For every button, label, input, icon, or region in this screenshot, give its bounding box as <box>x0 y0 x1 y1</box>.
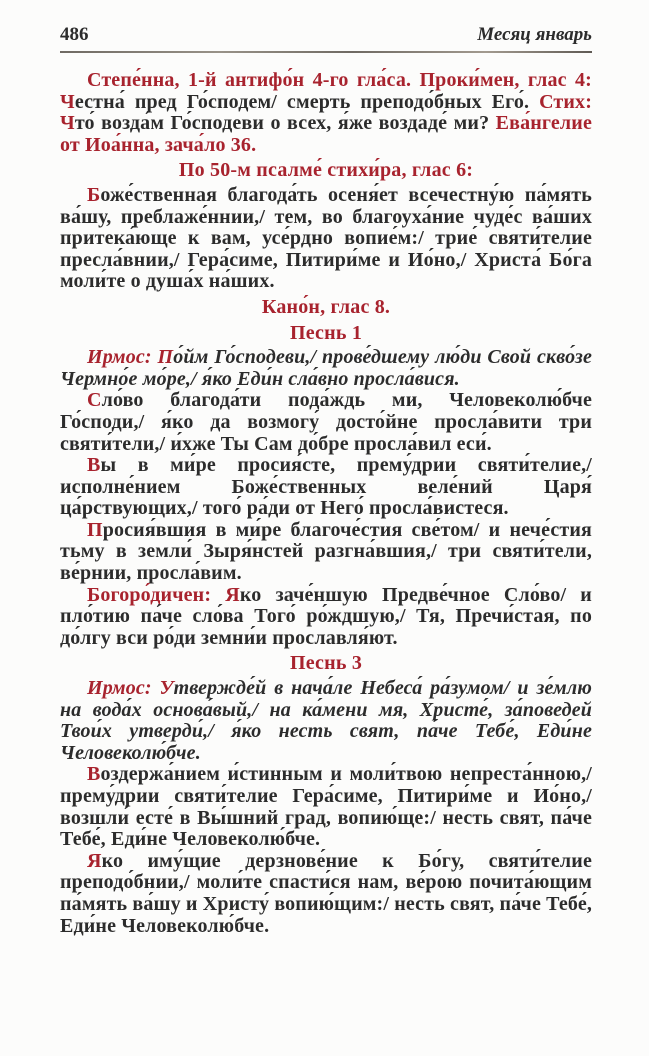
body-text: ло́во благода́ти пода́ждь ми, Человеколю́бче Го́споди,/ я́ко да возмогу́ досто́йне просла́вити три святи́тели,/ и́хже Ты Сам до́бре просла́вил еси́. <box>60 389 592 455</box>
rubric-text: Ирмос: <box>87 346 158 369</box>
liturgical-paragraph <box>60 185 592 293</box>
rubric-text: Степе́нна, 1-й антифо́н 4-го гла́са. Проки́мен, глас 4: <box>87 69 592 91</box>
section-heading: По 50-м псалме́ стихи́ра, глас 6: <box>178 159 474 182</box>
rubric-text: П <box>157 346 174 369</box>
body-text: о́йм Го́сподеви,/ прове́дшему лю́ди Свой скво́зе Чермно́е мо́ре,/ я́ко Еди́н сла́вно просла́вися. <box>60 346 592 390</box>
body-text: ко иму́щие дерзнове́ние к Бо́гу, святи́телие преподо́бнии,/ моли́те спасти́ся нам, ве́рою почита́ющим па́мять ва́шу и Христу́ вопию́щим:/ несть свят, па́че Тебе́, Еди́не Человеколю́бче. <box>60 849 592 937</box>
section-heading: Песнь 1 <box>289 321 363 344</box>
rubric-text: Стих: <box>539 90 592 113</box>
rubric-text: Ч <box>60 112 75 135</box>
liturgical-paragraph <box>60 520 592 585</box>
page-header <box>60 24 592 46</box>
body-text: росия́вшия в ми́ре благоче́стия све́том/ и нече́стия тьму в земли́ Зыря́нстей разгна́вшия,/ три святи́тели, ве́рнии, просла́вим. <box>60 518 592 585</box>
body-text: твержде́й в нача́ле Небеса́ ра́зумом/ и зе́млю на вода́х основа́вый,/ на ка́мени мя, Христе́, за́поведей Твои́х утверди́,/ я́ко несть свят, па́че Тебе́, Еди́не Человеколю́бче. <box>60 677 593 764</box>
rubric-text: Богоро́дичен: <box>87 583 226 606</box>
body-text: ы в ми́ре просия́сте, прему́дрии святи́телие,/ исполне́нием Боже́ственных веле́ний Царя́ ца́рствующих,/ того́ ра́ди от Него́ просла́вистеся. <box>60 454 592 520</box>
rubric-text: У <box>159 677 174 700</box>
header-rule <box>60 51 592 53</box>
rubric-text: Я <box>87 849 102 872</box>
body-text: ко заче́ншую Предве́чное Сло́во/ и пло́тию па́че сло́ва Того́ ро́ждшую,/ Тя, Пречи́стая, по до́лгу вси ро́ди земни́и прославля́ют. <box>60 583 592 649</box>
body-text: естна́ пред Го́сподем/ смерть преподо́бных Его́. <box>74 90 540 113</box>
liturgical-paragraph <box>60 455 592 520</box>
liturgical-paragraph <box>60 851 592 937</box>
liturgical-paragraph <box>60 70 592 156</box>
section-heading: Кано́н, глас 8. <box>261 295 391 318</box>
rubric-text: В <box>87 454 101 477</box>
body-text: оже́ственная благода́ть осеня́ет всечестну́ю па́мять ва́шу, преблаже́ннии,/ тем, во благоуха́ние чуде́с ва́ших притека́юще к вам, усе́рдно вопие́м:/ трие́ святи́телие пресла́внии,/ Гера́симе, Питири́ме и Ио́но,/ Христа́ Бо́га моли́те о душа́х на́ших. <box>60 183 592 293</box>
rubric-text: Я <box>225 583 240 606</box>
body-text: оздержа́нием и́стинным и моли́твою непреста́нною,/ прему́дрии святи́телие Гера́симе, Питири́ме и Ио́но,/ возшли́ есте́ в Вы́шний град, вопию́ще:/ несть свят, па́че Тебе́, Еди́не Человеколю́бче. <box>60 763 592 851</box>
page-body <box>60 70 592 937</box>
liturgical-paragraph <box>60 764 592 850</box>
rubric-text: Ч <box>60 90 75 113</box>
liturgical-paragraph <box>60 390 592 455</box>
body-text: то́ возда́м Го́сподеви о всех, я́же воздаде́ ми? <box>74 112 496 135</box>
liturgical-paragraph <box>60 678 592 764</box>
rubric-text: Б <box>87 183 101 206</box>
liturgical-paragraph <box>60 585 592 650</box>
rubric-text: Ева́нгелие от Иоа́нна, зача́ло 36. <box>60 112 592 156</box>
rubric-text: Ирмос: <box>87 677 160 700</box>
rubric-text: В <box>87 763 101 786</box>
liturgical-paragraph <box>60 347 592 390</box>
section-heading: Песнь 3 <box>289 652 363 675</box>
rubric-text: С <box>87 389 102 412</box>
running-title: Месяц январь <box>477 24 592 45</box>
rubric-text: П <box>87 518 103 541</box>
page-number: 486 <box>60 24 89 45</box>
